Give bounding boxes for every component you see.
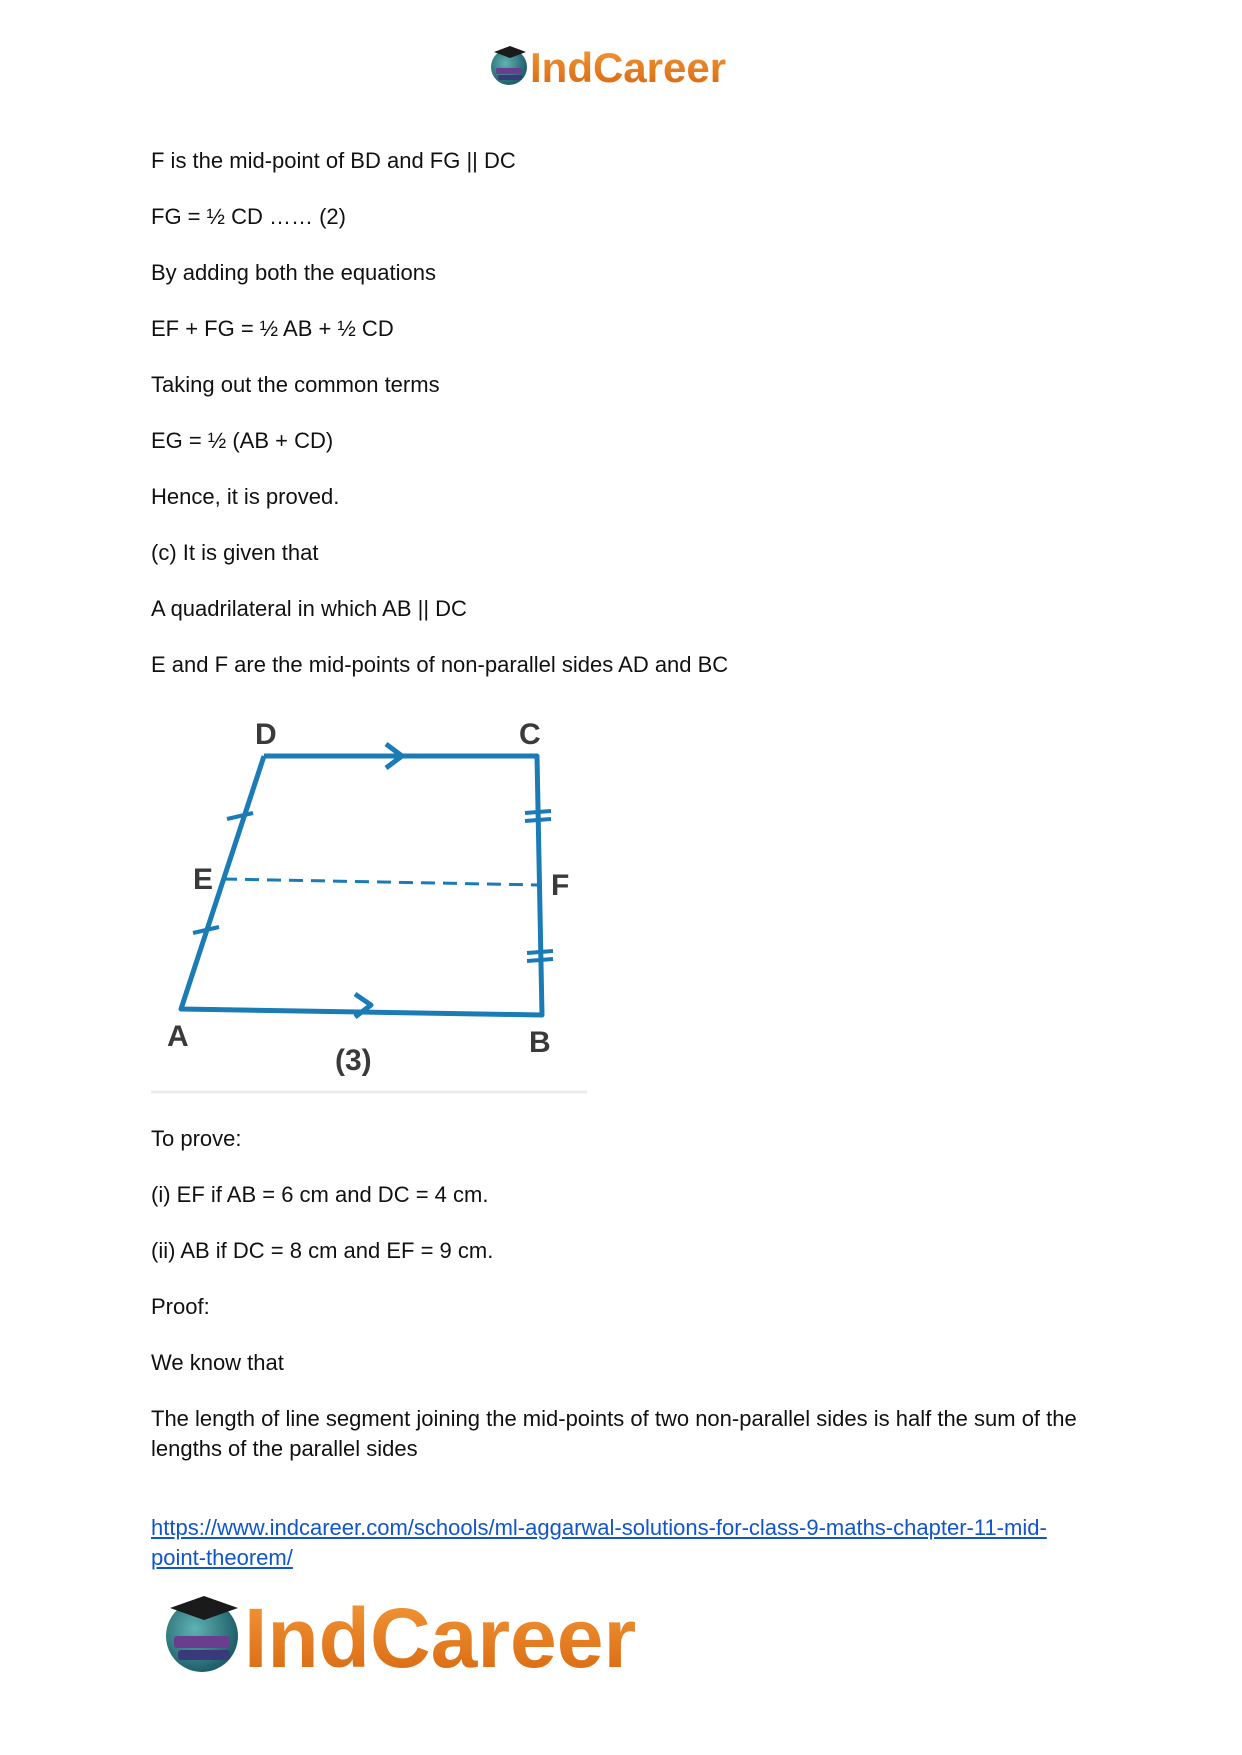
text-line: (c) It is given that	[151, 540, 319, 565]
vertex-label-b: B	[529, 1026, 551, 1059]
text-line: F is the mid-point of BD and FG || DC	[151, 148, 516, 173]
trapezium-diagram	[151, 712, 591, 1094]
text-line: FG = ½ CD …… (2)	[151, 204, 346, 229]
indcareer-logo-bottom-graphic	[160, 1582, 710, 1682]
double-tick-cf-2	[525, 819, 551, 821]
indcareer-logo-top-graphic	[488, 38, 768, 94]
text-paragraph: The length of line segment joining the mid-points of two non-parallel sides is half the sum of the lengths of the parallel sides	[151, 1406, 1083, 1461]
text-line: A quadrilateral in which AB || DC	[151, 596, 467, 621]
text-line: To prove:	[151, 1126, 242, 1151]
trapezium-figure	[151, 712, 591, 1094]
top-text-block	[151, 146, 1101, 706]
text-line: We know that	[151, 1350, 284, 1375]
double-tick-fb-2	[527, 959, 553, 961]
double-tick-cf-1	[525, 811, 551, 813]
tick-mark-ae	[227, 813, 253, 819]
text-line: EF + FG = ½ AB + ½ CD	[151, 316, 394, 341]
text-line: By adding both the equations	[151, 260, 437, 285]
bottom-text-block	[151, 1124, 1101, 1490]
text-line: Proof:	[151, 1294, 210, 1319]
vertex-label-d: D	[255, 718, 277, 751]
vertex-label-a: A	[167, 1020, 189, 1053]
indcareer-logo-top	[488, 38, 768, 94]
text-line: EG = ½ (AB + CD)	[151, 428, 334, 453]
dashed-segment-ef	[223, 879, 540, 885]
indcareer-logo-bottom	[160, 1582, 710, 1682]
figure-caption: (3)	[335, 1044, 372, 1077]
point-label-f: F	[551, 869, 570, 902]
logo-text-bottom: IndCareer	[244, 1591, 637, 1682]
source-link[interactable]: https://www.indcareer.com/schools/ml-aggarwal-solutions-for-class-9-maths-chapter-11-mid-point-theorem/	[151, 1515, 1047, 1570]
text-line: E and F are the mid-points of non-parallel sides AD and BC	[151, 652, 729, 677]
text-line: Hence, it is proved.	[151, 484, 340, 509]
double-tick-fb-1	[527, 951, 553, 953]
logo-text-top: IndCareer	[530, 44, 727, 91]
text-line: (i) EF if AB = 6 cm and DC = 4 cm.	[151, 1182, 489, 1207]
point-label-e: E	[193, 863, 214, 896]
vertex-label-c: C	[519, 718, 541, 751]
text-line: (ii) AB if DC = 8 cm and EF = 9 cm.	[151, 1238, 494, 1263]
text-line: Taking out the common terms	[151, 372, 440, 397]
